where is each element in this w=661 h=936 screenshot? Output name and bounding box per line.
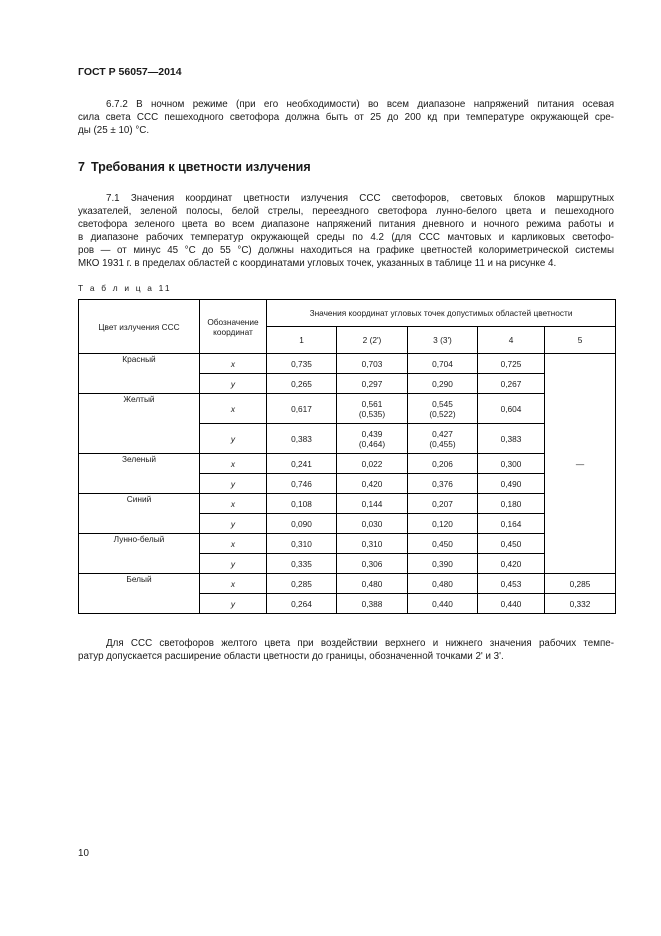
table-cell: 0,285 [267,574,337,594]
text-line: МКО 1931 г. в пределах областей с координатами угловых точек, указанных в таблице 11 и на рисунке 4. [78,258,557,269]
table-cell: 0,376 [408,474,478,494]
text-line: Для ССС светофоров желтого цвета при воздействии верхнего и нижнего значения рабочих темпе- [106,638,614,649]
table-cell: 0,450 [478,534,545,554]
document-code: ГОСТ Р 56057—2014 [78,66,182,78]
row-color-label: Зеленый [79,454,200,494]
table-row [79,574,616,594]
header-point-1: 1 [267,327,337,354]
coord-symbol: x [200,494,267,514]
coord-symbol: x [200,534,267,554]
text-line: ратур допускается расширение области цветности до границы, обозначенной точками 2' и 3'. [78,651,504,662]
page-number: 10 [78,848,89,859]
table-cell: 0,264 [267,594,337,614]
row-color-label: Синий [79,494,200,534]
table-cell: 0,120 [408,514,478,534]
cell-alt-value: (0,464) [358,438,386,449]
clause-6-7-2 [78,98,614,137]
cell-value: 0,427 [432,428,453,439]
text-line: 7.1 Значения координат цветности излучения ССС светофоров, световых блоков маршрутных [106,193,614,204]
coord-symbol: y [200,424,267,454]
table-cell: 0,267 [478,374,545,394]
table-cell: 0,704 [408,354,478,374]
table-cell: 0,310 [337,534,408,554]
text-line: указателей, зеленой полосы, белой стрелы, переездного светофора лунно-белого цвета и пешеходного [78,206,614,217]
table-cell: 0,725 [478,354,545,374]
table-cell: 0,030 [337,514,408,534]
table-row [79,534,616,554]
cell-value: 0,439 [361,428,383,439]
header-color: Цвет излучения ССС [79,300,200,354]
coord-symbol: y [200,594,267,614]
table-cell: 0,453 [478,574,545,594]
header-point-5: 5 [545,327,616,354]
table-row [79,354,616,374]
text-line: в диапазоне рабочих температур окружающей среды по 4.2 (для ССС мачтовых и карликовых светофо- [78,232,614,243]
chromaticity-table [78,299,616,614]
table-cell: 0,285 [545,574,616,594]
text-line: светофора зеленого цвета во всем диапазоне напряжений питания дневного и ночного режима работы и [78,219,614,230]
header-point-2: 2 (2') [337,327,408,354]
table-cell [337,394,408,424]
table-cell: 0,420 [337,474,408,494]
text-line: ров — от минус 45 °С до 55 °С) должны находиться на графике цветностей колориметрической системы [78,245,614,256]
table-cell: 0,383 [478,424,545,454]
header-coordinate-line: координат [213,326,253,337]
section-heading: Требования к цветности излучения [90,160,311,174]
table-cell [337,424,408,454]
table-cell: 0,703 [337,354,408,374]
coord-symbol: x [200,354,267,374]
cell-alt-value: (0,455) [429,438,456,449]
table-cell: 0,241 [267,454,337,474]
coord-symbol: y [200,474,267,494]
clause-7-1 [78,192,614,270]
table-cell: 0,490 [478,474,545,494]
cell-alt-value: (0,535) [358,408,386,419]
table-cell: 0,207 [408,494,478,514]
coord-symbol: y [200,374,267,394]
row-color-label: Лунно-белый [79,534,200,574]
row-color-label: Желтый [79,394,200,454]
table-cell: 0,420 [478,554,545,574]
table-cell: 0,306 [337,554,408,574]
table-cell: 0,746 [267,474,337,494]
table-cell: 0,617 [267,394,337,424]
col5-dash: — [545,354,616,574]
table-cell: 0,440 [478,594,545,614]
table-cell [408,424,478,454]
cell-value: 0,545 [432,398,453,409]
row-color-label: Белый [79,574,200,614]
cell-alt-value: (0,522) [429,408,456,419]
text-line: ды (25 ± 10) °С. [78,125,150,136]
table-cell: 0,090 [267,514,337,534]
table-caption: Т а б л и ц а 11 [78,283,172,293]
table-cell: 0,108 [267,494,337,514]
table-note [78,637,614,663]
coord-symbol: x [200,574,267,594]
table-cell: 0,335 [267,554,337,574]
table-cell: 0,300 [478,454,545,474]
table-cell: 0,180 [478,494,545,514]
table-cell: 0,440 [408,594,478,614]
table-cell: 0,480 [408,574,478,594]
row-color-label: Красный [79,354,200,394]
table-cell: 0,206 [408,454,478,474]
cell-value: 0,561 [361,398,383,409]
coord-symbol: y [200,554,267,574]
header-point-3: 3 (3') [408,327,478,354]
table-cell: 0,310 [267,534,337,554]
table-cell [408,394,478,424]
coord-symbol: x [200,454,267,474]
table-cell: 0,480 [337,574,408,594]
header-values-group: Значения координат угловых точек допустимых областей цветности [267,300,616,327]
table-row [79,394,616,424]
table-cell: 0,265 [267,374,337,394]
section-title [78,160,311,174]
table-cell: 0,735 [267,354,337,374]
text-line: 6.7.2 В ночном режиме (при его необходимости) во всем диапазоне напряжений питания осевая [106,99,614,110]
header-coordinate [200,300,267,354]
table-row [79,494,616,514]
section-number: 7 [78,160,85,174]
coord-symbol: y [200,514,267,534]
header-point-4: 4 [478,327,545,354]
header-coordinate-line: Обозначение [207,316,259,327]
table-cell: 0,332 [545,594,616,614]
table-cell: 0,297 [337,374,408,394]
coord-symbol: x [200,394,267,424]
table-cell: 0,383 [267,424,337,454]
table-cell: 0,388 [337,594,408,614]
table-row [79,454,616,474]
table-cell: 0,604 [478,394,545,424]
table-cell: 0,022 [337,454,408,474]
text-line: сила света ССС пешеходного светофора должна быть от 25 до 200 кд при температуре окружающей сре- [78,112,614,123]
table-cell: 0,450 [408,534,478,554]
table-cell: 0,390 [408,554,478,574]
table-cell: 0,144 [337,494,408,514]
table-cell: 0,290 [408,374,478,394]
table-cell: 0,164 [478,514,545,534]
